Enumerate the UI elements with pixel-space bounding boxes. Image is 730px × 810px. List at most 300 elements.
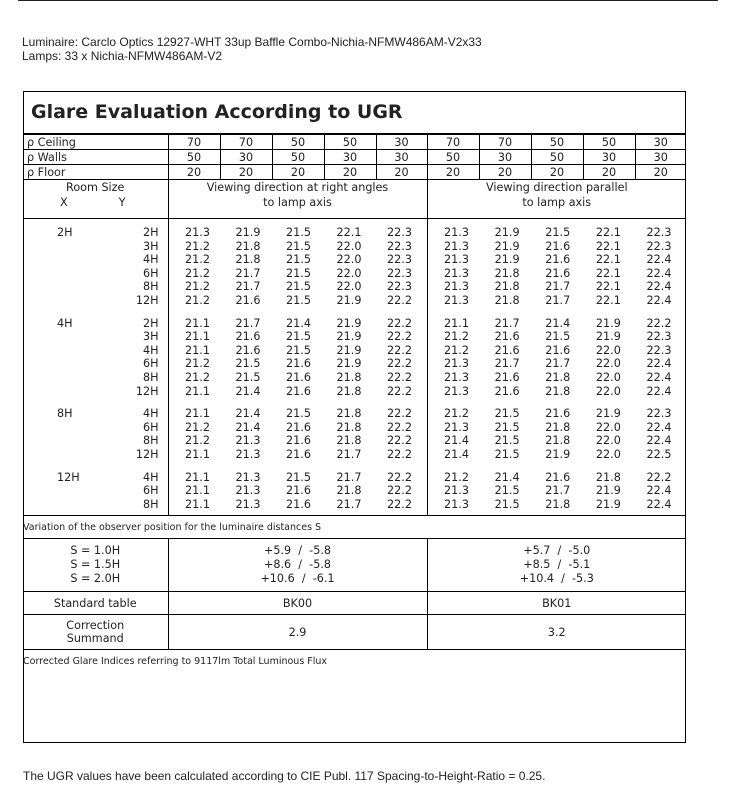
reflectance-value: 20 [427, 165, 479, 180]
value-line [169, 385, 427, 399]
ugr-value: 22.3 [387, 253, 412, 267]
ugr-value: 21.7 [235, 266, 261, 280]
ugr-value: 21.6 [494, 370, 520, 384]
ugr-value: 21.2 [185, 434, 210, 448]
ugr-value: 21.6 [545, 407, 571, 421]
lamps-line: Lamps: 33 x Nichia-NFMW486AM-V2 [22, 49, 223, 63]
ugr-value: 22.2 [646, 316, 672, 330]
room-x [23, 240, 109, 254]
ugr-value: 21.7 [545, 280, 571, 294]
correction-parallel: 3.2 [427, 615, 686, 650]
ugr-value: 21.3 [444, 266, 469, 280]
direction-right-angles [168, 180, 427, 219]
ugr-value: 21.3 [235, 447, 261, 461]
ugr-value: 22.0 [595, 434, 621, 448]
ugr-value: 22.0 [336, 253, 362, 267]
ugr-value: 21.2 [444, 343, 469, 357]
ugr-value: 22.2 [387, 470, 412, 484]
ugr-value: 21.6 [545, 266, 571, 280]
ugr-value: 21.8 [545, 370, 571, 384]
reflectance-label: ρ Floor [23, 165, 168, 180]
ugr-value: 21.5 [545, 330, 571, 344]
group-gap [169, 308, 427, 317]
room-x [23, 253, 109, 267]
reflectance-value: 30 [583, 150, 635, 165]
ugr-value: 21.8 [595, 470, 621, 484]
direction-right-angles-line2: to lamp axis [263, 196, 332, 209]
ugr-value: 22.3 [646, 226, 672, 239]
direction-header-row [23, 180, 686, 219]
reflectance-value: 20 [531, 165, 583, 180]
ugr-value: 21.2 [185, 253, 210, 267]
ugr-value: 21.6 [235, 343, 261, 357]
table-title: Glare Evaluation According to UGR [23, 91, 686, 134]
value-line [169, 240, 427, 254]
ugr-value: 22.3 [387, 280, 412, 294]
reflectance-value: 50 [272, 150, 324, 165]
value-line [169, 498, 427, 512]
ugr-value: 22.1 [595, 226, 621, 239]
ugr-value: 21.8 [545, 384, 571, 398]
ugr-value: 21.9 [494, 253, 520, 267]
value-line [169, 317, 427, 331]
room-y: 6H [142, 420, 159, 434]
ugr-value: 21.5 [545, 226, 571, 239]
room-x [23, 267, 109, 281]
room-size-line [23, 421, 168, 435]
ugr-value: 21.5 [494, 434, 520, 448]
value-line [169, 484, 427, 498]
ugr-value: 21.6 [545, 253, 571, 267]
corrected-note-row [23, 650, 686, 673]
reflectance-value: 30 [220, 150, 272, 165]
ugr-data-row [23, 219, 686, 516]
room-x [23, 344, 109, 358]
ugr-value: 21.1 [185, 484, 210, 498]
ugr-value: 21.1 [185, 384, 210, 398]
ugr-value: 21.2 [444, 407, 469, 421]
reflectance-value: 20 [479, 165, 531, 180]
ugr-value: 21.8 [336, 484, 362, 498]
ugr-value: 21.9 [336, 343, 362, 357]
ugr-value: 21.9 [336, 330, 362, 344]
ugr-value: 22.3 [387, 226, 412, 239]
ugr-value: 21.5 [286, 239, 311, 253]
ugr-value: 21.9 [595, 484, 621, 498]
value-line [169, 371, 427, 385]
room-y: 6H [142, 266, 159, 280]
room-x [23, 498, 109, 512]
value-line [428, 344, 687, 358]
room-size-line [23, 357, 168, 371]
ugr-value: 21.3 [444, 226, 469, 239]
reflectance-values [23, 150, 686, 165]
ugr-value: 22.1 [595, 280, 621, 294]
ugr-value: 22.0 [595, 357, 621, 371]
value-line [428, 317, 687, 331]
reflectance-value: 30 [376, 150, 427, 165]
ugr-value: 21.7 [336, 447, 362, 461]
room-size-line [23, 226, 168, 240]
right-angles-values [168, 219, 427, 516]
ugr-value: 22.0 [336, 239, 362, 253]
ugr-value: 21.8 [336, 434, 362, 448]
ugr-value: 21.3 [235, 470, 261, 484]
value-line [169, 448, 427, 462]
reflectance-cell [23, 149, 686, 164]
ugr-value: 21.8 [336, 370, 362, 384]
ugr-value: 21.1 [185, 330, 210, 344]
value-line [428, 294, 687, 308]
ugr-value: 21.8 [494, 293, 520, 307]
room-x [23, 294, 109, 308]
direction-right-angles-line1: Viewing direction at right angles [206, 181, 389, 194]
ugr-value: 21.2 [185, 357, 210, 371]
ugr-value: 21.9 [595, 407, 621, 421]
ugr-value: 21.4 [235, 420, 261, 434]
ugr-value: 21.1 [185, 447, 210, 461]
ugr-value: 22.2 [387, 357, 412, 371]
ugr-value: 21.4 [444, 447, 469, 461]
ugr-table [23, 91, 686, 672]
ugr-value: 22.2 [387, 384, 412, 398]
room-x [23, 357, 109, 371]
ugr-value: 22.4 [646, 293, 672, 307]
ugr-value: 21.3 [444, 384, 469, 398]
ugr-value: 21.7 [235, 280, 261, 294]
reflectance-value: 50 [272, 135, 324, 150]
s-parallel-value: +8.5 / -5.1 [523, 558, 591, 572]
standard-table-row [23, 592, 686, 615]
ugr-value: 21.3 [444, 239, 469, 253]
ugr-value: 21.3 [444, 253, 469, 267]
ugr-value: 21.5 [235, 357, 261, 371]
value-line [169, 253, 427, 267]
ugr-value: 21.3 [444, 293, 469, 307]
reflectance-value: 20 [583, 165, 635, 180]
ugr-value: 22.4 [646, 434, 672, 448]
variation-row [23, 539, 686, 592]
room-y: 4H [142, 253, 159, 267]
reflectance-value: 50 [324, 135, 376, 150]
room-y: 4H [142, 407, 159, 421]
value-line [169, 407, 427, 421]
room-x: 2H [57, 226, 73, 239]
variation-note: Variation of the observer position for the luminaire distances S [23, 516, 686, 539]
value-line [169, 226, 427, 240]
ugr-value: 21.4 [444, 434, 469, 448]
ugr-value: 21.6 [286, 447, 311, 461]
ugr-value: 22.3 [646, 239, 672, 253]
reflectance-value: 20 [635, 165, 686, 180]
room-xy-labels [23, 195, 168, 210]
ugr-value: 21.7 [494, 357, 520, 371]
reflectance-value: 20 [220, 165, 272, 180]
ugr-value: 21.5 [494, 447, 520, 461]
room-x [23, 371, 109, 385]
ugr-value: 22.1 [595, 253, 621, 267]
value-line [428, 267, 687, 281]
ugr-value: 22.3 [646, 343, 672, 357]
room-x [23, 385, 109, 399]
reflectance-cell [23, 134, 686, 150]
value-line [428, 371, 687, 385]
ugr-value: 21.8 [494, 280, 520, 294]
value-line [169, 280, 427, 294]
group-gap [23, 462, 168, 471]
value-line [428, 421, 687, 435]
room-y: 8H [142, 497, 159, 511]
value-line [169, 294, 427, 308]
ugr-value: 22.4 [646, 357, 672, 371]
ugr-value: 21.8 [336, 420, 362, 434]
reflectance-row [23, 149, 686, 164]
direction-parallel [427, 180, 686, 219]
s-parallel-value: +10.4 / -5.3 [519, 572, 594, 586]
reflectance-row [23, 164, 686, 180]
ugr-value: 21.2 [444, 330, 469, 344]
value-line [169, 471, 427, 485]
room-size-line [23, 448, 168, 462]
reflectance-label: ρ Ceiling [23, 135, 168, 150]
ugr-value: 21.8 [545, 434, 571, 448]
s-right-value: +10.6 / -6.1 [260, 572, 335, 586]
reflectance-value: 50 [583, 135, 635, 150]
ugr-value: 21.8 [545, 420, 571, 434]
ugr-value: 21.6 [235, 330, 261, 344]
ugr-value: 21.4 [235, 407, 261, 421]
ugr-value: 21.5 [286, 226, 311, 239]
s-parallel-value: +5.7 / -5.0 [523, 544, 591, 558]
value-line [169, 344, 427, 358]
room-y: 12H [135, 293, 159, 307]
ugr-value: 21.8 [336, 384, 362, 398]
ugr-value: 21.8 [545, 497, 571, 511]
room-x: 8H [57, 407, 73, 421]
ugr-value: 21.2 [185, 239, 210, 253]
ugr-value: 21.6 [286, 384, 311, 398]
ugr-value: 21.1 [185, 497, 210, 511]
reflectance-value: 70 [427, 135, 479, 150]
ugr-value: 22.3 [646, 330, 672, 344]
ugr-value: 22.2 [387, 484, 412, 498]
ugr-value: 22.2 [387, 316, 412, 330]
ugr-value: 21.4 [235, 384, 261, 398]
room-size-line [23, 471, 168, 485]
ugr-value: 21.6 [494, 330, 520, 344]
ugr-value: 21.6 [494, 384, 520, 398]
reflectance-value: 70 [168, 135, 220, 150]
ugr-value: 21.6 [286, 420, 311, 434]
room-size-line [23, 280, 168, 294]
ugr-value: 22.0 [336, 266, 362, 280]
ugr-value: 21.6 [286, 497, 311, 511]
ugr-value: 21.9 [494, 239, 520, 253]
ugr-value: 22.4 [646, 370, 672, 384]
ugr-value: 21.3 [235, 434, 261, 448]
room-y: 2H [142, 316, 159, 330]
ugr-value: 21.7 [235, 316, 261, 330]
room-size-line [23, 294, 168, 308]
reflectance-inner [23, 164, 686, 179]
ugr-value: 21.4 [286, 316, 311, 330]
ugr-value: 21.7 [545, 357, 571, 371]
value-line [428, 280, 687, 294]
value-line [428, 498, 687, 512]
s-right-value: +8.6 / -5.8 [264, 558, 331, 572]
room-x [23, 484, 109, 498]
room-y: 3H [142, 239, 159, 253]
reflectance-value: 20 [376, 165, 427, 180]
ugr-value: 22.4 [646, 420, 672, 434]
ugr-value: 21.9 [545, 447, 571, 461]
value-line [169, 421, 427, 435]
ugr-value: 21.9 [494, 226, 520, 239]
reflectance-inner [23, 134, 686, 149]
x-label: X [60, 196, 68, 209]
ugr-value: 22.0 [595, 384, 621, 398]
ugr-value: 21.1 [444, 316, 469, 330]
value-line [428, 448, 687, 462]
ugr-value: 21.5 [494, 497, 520, 511]
ugr-value: 21.5 [494, 484, 520, 498]
ugr-value: 22.2 [387, 420, 412, 434]
ugr-value: 21.6 [286, 357, 311, 371]
ugr-value: 21.6 [286, 434, 311, 448]
reflectance-value: 50 [427, 150, 479, 165]
ugr-value: 22.1 [336, 226, 362, 239]
ugr-value: 21.1 [185, 470, 210, 484]
ugr-value: 22.3 [387, 266, 412, 280]
value-line [428, 253, 687, 267]
ugr-value: 21.5 [286, 407, 311, 421]
ugr-value: 21.6 [545, 239, 571, 253]
room-y: 4H [142, 470, 159, 484]
group-gap [428, 462, 687, 471]
room-y: 8H [142, 370, 159, 384]
ugr-value: 21.3 [235, 497, 261, 511]
ugr-value: 22.3 [387, 239, 412, 253]
group-gap [428, 308, 687, 317]
ugr-value: 22.2 [387, 370, 412, 384]
room-size-line [23, 240, 168, 254]
correction-row [23, 615, 686, 650]
ugr-value: 21.9 [595, 497, 621, 511]
reflectance-value: 30 [635, 135, 686, 150]
value-line [428, 357, 687, 371]
room-size-line [23, 407, 168, 421]
correction-label [23, 615, 168, 650]
reflectance-values [23, 135, 686, 150]
room-x [23, 434, 109, 448]
s-parallel [427, 539, 686, 592]
ugr-value: 22.2 [387, 434, 412, 448]
standard-table-parallel: BK01 [427, 592, 686, 615]
ugr-value: 21.2 [185, 420, 210, 434]
group-gap [23, 398, 168, 407]
ugr-value: 21.3 [444, 370, 469, 384]
group-gap [169, 462, 427, 471]
room-size-column [23, 219, 168, 516]
ugr-value: 22.2 [387, 497, 412, 511]
s-right-angles [168, 539, 427, 592]
room-y: 12H [135, 384, 159, 398]
ugr-value: 22.0 [336, 280, 362, 294]
value-line [169, 330, 427, 344]
reflectance-value: 20 [324, 165, 376, 180]
standard-table-right: BK00 [168, 592, 427, 615]
ugr-value: 21.6 [235, 293, 261, 307]
ugr-value: 21.6 [286, 370, 311, 384]
value-line [428, 407, 687, 421]
correction-label-line2: Summand [66, 632, 124, 646]
reflectance-value: 20 [272, 165, 324, 180]
room-y: 8H [142, 434, 159, 448]
room-y: 4H [142, 343, 159, 357]
group-gap [23, 308, 168, 317]
value-line [428, 434, 687, 448]
value-line [428, 484, 687, 498]
reflectance-value: 50 [531, 135, 583, 150]
ugr-value: 21.5 [286, 266, 311, 280]
room-size-line [23, 385, 168, 399]
room-x [23, 280, 109, 294]
reflectance-value: 50 [531, 150, 583, 165]
group-gap [169, 398, 427, 407]
ugr-value: 21.6 [545, 343, 571, 357]
reflectance-inner [23, 149, 686, 164]
ugr-value: 21.3 [444, 497, 469, 511]
luminaire-line: Luminaire: Carclo Optics 12927-WHT 33up Baffle Combo-Nichia-NFMW486AM-V2x33 [22, 35, 482, 49]
value-line [428, 330, 687, 344]
reflectance-value: 30 [324, 150, 376, 165]
ugr-value: 21.2 [444, 470, 469, 484]
y-label: Y [118, 196, 126, 209]
room-x [23, 421, 109, 435]
value-line [169, 434, 427, 448]
reflectance-value: 30 [376, 135, 427, 150]
room-y: 2H [142, 226, 159, 239]
top-rule [18, 0, 718, 1]
ugr-value: 21.9 [336, 357, 362, 371]
room-size-line [23, 498, 168, 512]
room-y: 3H [142, 330, 159, 344]
room-x [23, 448, 109, 462]
room-size-line [23, 330, 168, 344]
title-row [23, 91, 686, 134]
ugr-value: 21.5 [286, 470, 311, 484]
value-line [169, 267, 427, 281]
ugr-value: 21.7 [336, 497, 362, 511]
ugr-value: 22.4 [646, 280, 672, 294]
ugr-value: 21.5 [286, 343, 311, 357]
variation-note-row [23, 516, 686, 539]
ugr-value: 21.9 [336, 316, 362, 330]
value-line [428, 471, 687, 485]
ugr-value: 21.8 [494, 266, 520, 280]
ugr-value: 22.0 [595, 370, 621, 384]
room-size-line [23, 317, 168, 331]
ugr-value: 21.3 [444, 484, 469, 498]
direction-parallel-line2: to lamp axis [522, 196, 592, 209]
ugr-value: 22.2 [387, 447, 412, 461]
ugr-value: 22.2 [387, 407, 412, 421]
reflectance-value: 20 [168, 165, 220, 180]
room-y: 6H [142, 484, 159, 498]
standard-table-label: Standard table [23, 592, 168, 615]
ugr-value: 21.1 [185, 343, 210, 357]
ugr-value: 21.3 [444, 420, 469, 434]
